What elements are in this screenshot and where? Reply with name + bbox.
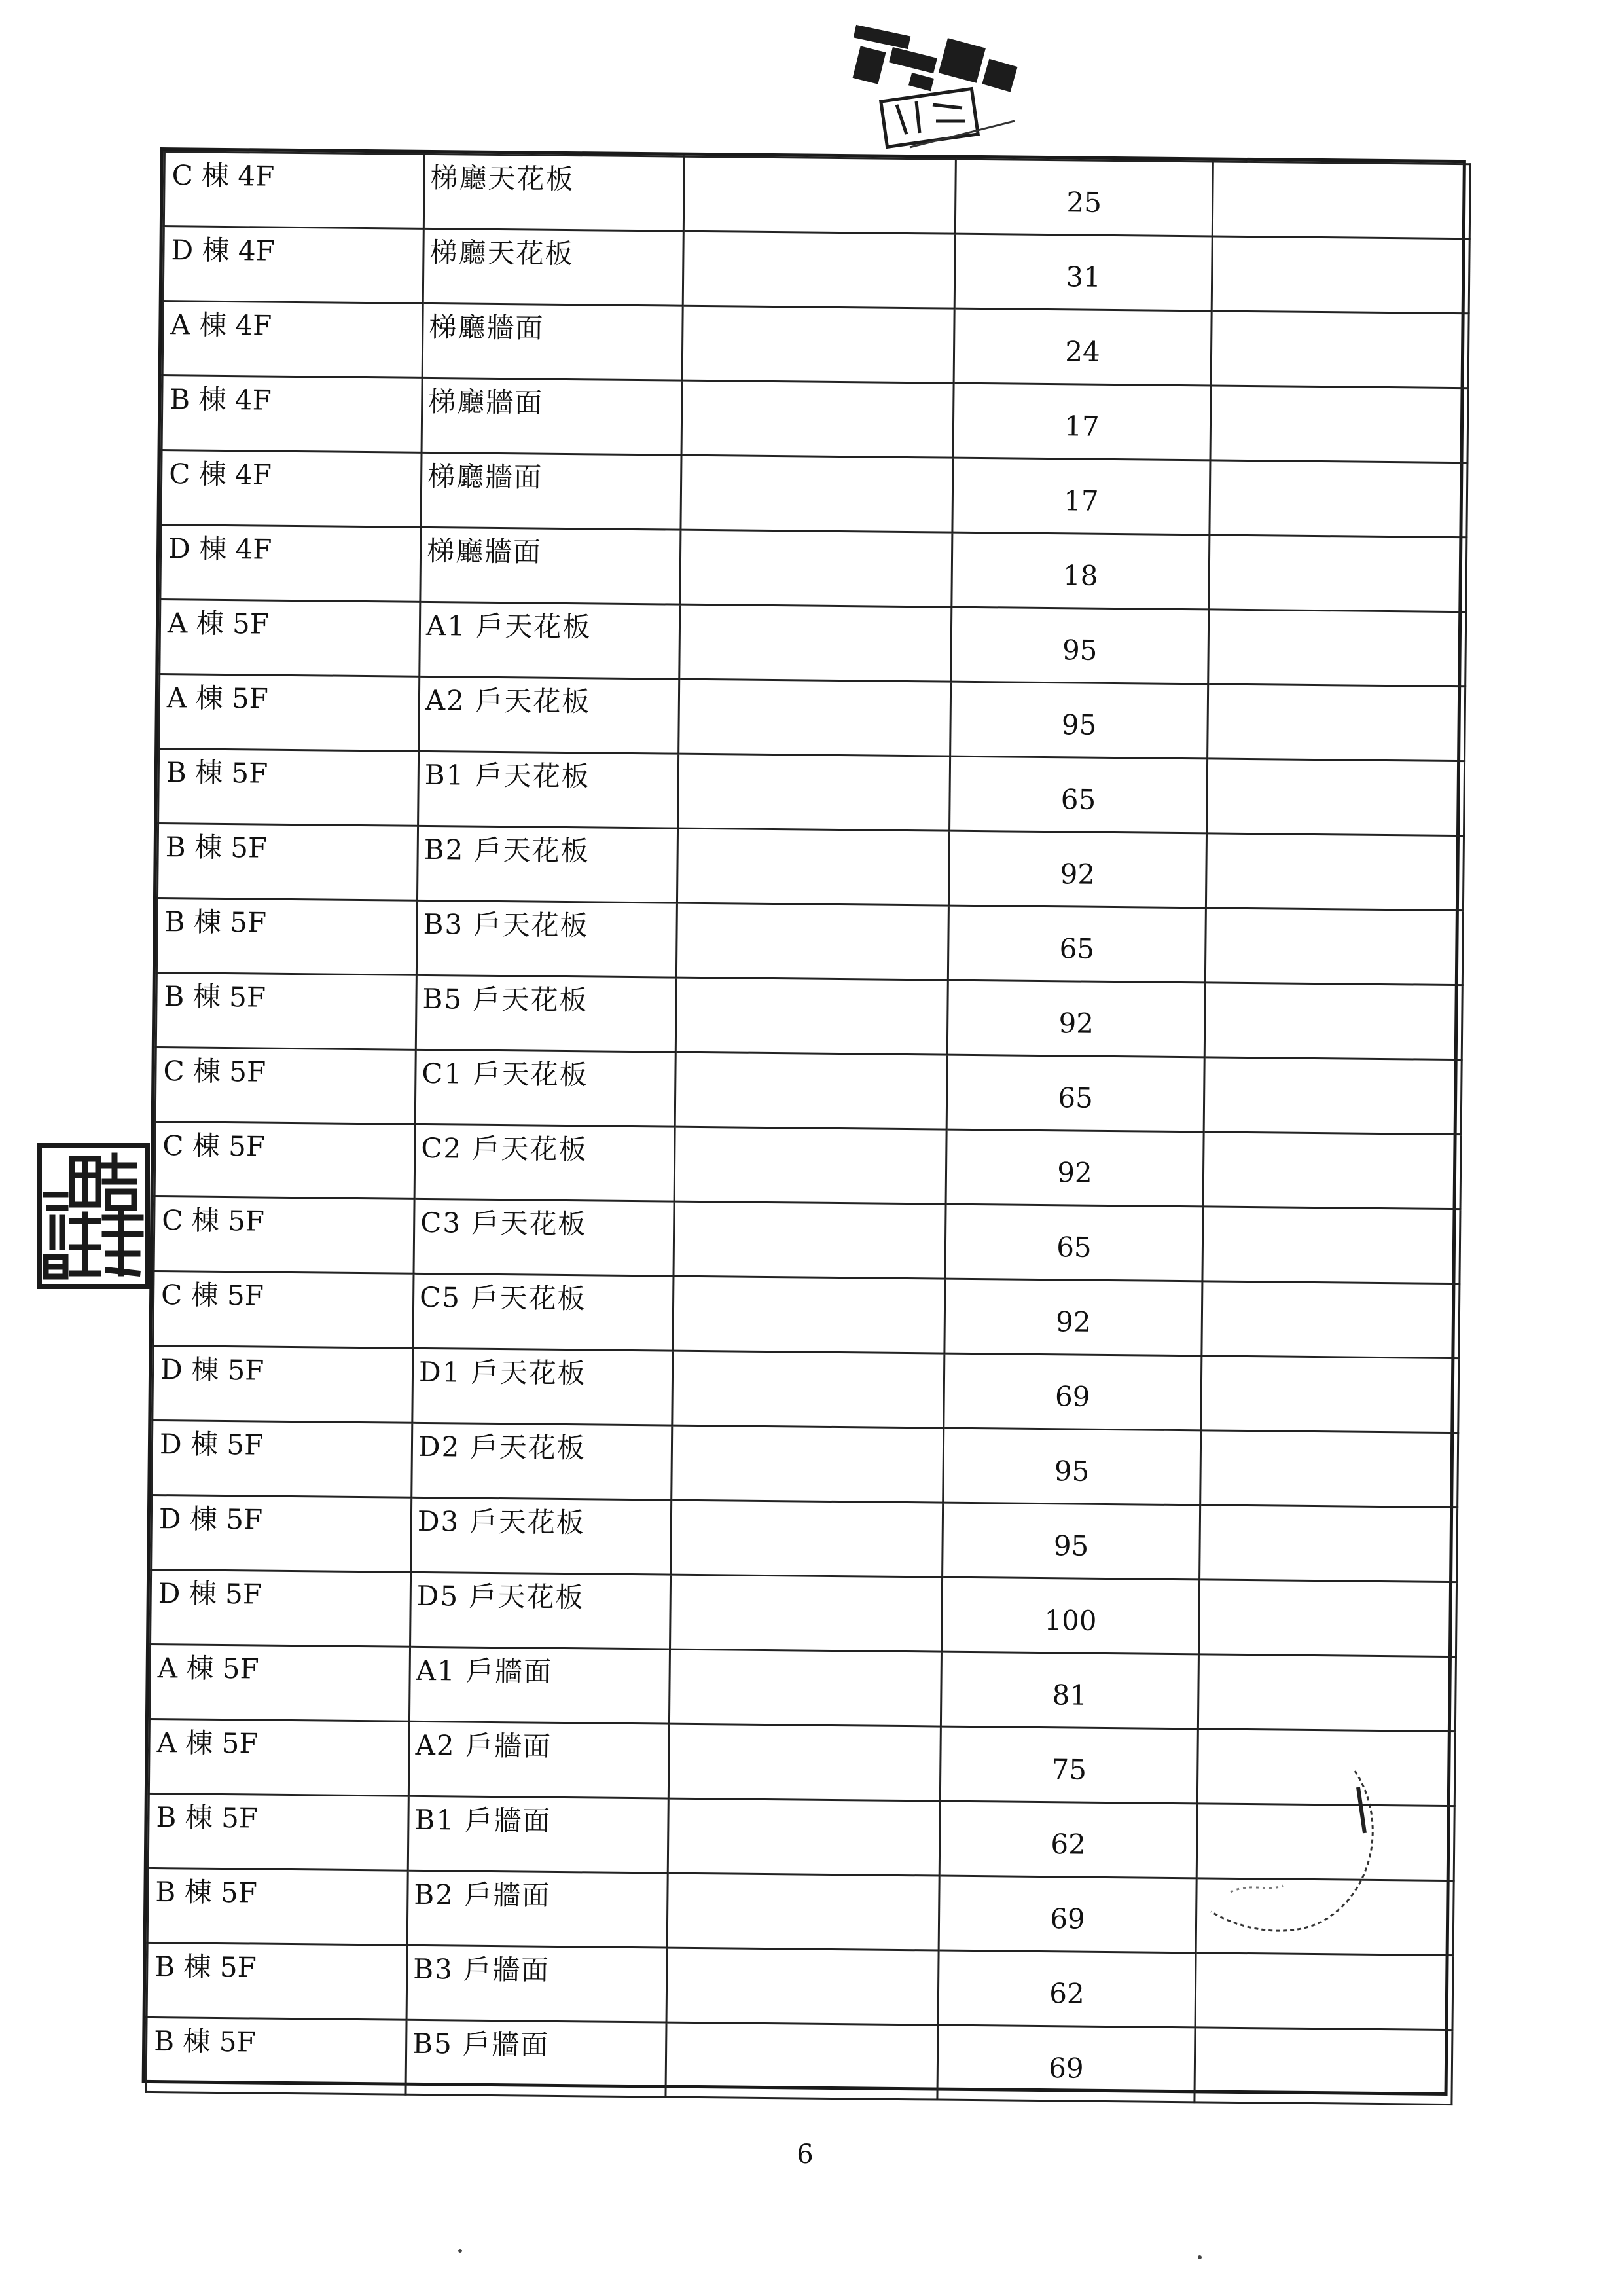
blank-cell [674,1127,946,1204]
table-row [163,227,1469,314]
item-cell [407,1870,668,1948]
item-cell-text: 梯廳牆面 [428,385,544,419]
value-cell [943,1503,1200,1580]
remarks-cell [1211,311,1469,388]
value-cell [941,1652,1198,1729]
building-floor-cell [158,749,419,826]
top-stamp [844,23,1021,154]
value-cell [950,682,1208,759]
value-cell [955,159,1213,236]
blank-cell [671,1500,943,1577]
remarks-cell [1196,1878,1454,1956]
table-row [151,1495,1458,1582]
table-row [149,1644,1456,1731]
value-cell-text: 65 [1058,1082,1094,1114]
building-floor-cell [149,1644,410,1721]
remarks-cell [1195,1953,1453,2030]
item-cell-text: 梯廳天花板 [429,236,574,270]
remarks-cell [1212,162,1470,239]
remarks-cell [1210,460,1467,538]
value-cell [944,1279,1202,1356]
value-cell-text: 31 [1066,261,1102,293]
table-row [156,973,1462,1060]
remarks-cell [1202,1281,1460,1358]
building-floor-cell-text: B 棟 5F [164,905,267,939]
item-cell [416,975,676,1052]
scan-speck [1198,2255,1202,2259]
item-cell [423,228,683,306]
page-number: 6 [797,2140,814,2170]
value-cell-text: 100 [1044,1604,1097,1637]
building-floor-cell [149,1719,409,1796]
table-row [158,749,1465,836]
blank-cell [683,231,955,308]
item-cell [420,602,680,679]
building-floor-cell-text: D 棟 5F [158,1577,262,1611]
value-cell-text: 92 [1058,1007,1094,1040]
item-cell-text: D5 戶天花板 [416,1579,584,1614]
remarks-cell [1210,386,1468,463]
value-cell [954,234,1212,311]
building-floor-cell-text: B 棟 5F [156,1801,259,1834]
item-cell [418,751,679,828]
table-row [162,376,1468,463]
item-cell [417,826,677,903]
blank-cell [676,903,948,980]
building-floor-cell-text: B 棟 5F [155,1876,258,1909]
building-floor-cell [156,898,417,975]
item-cell-text: B5 戶天花板 [422,982,588,1017]
item-cell-text: A1 戶天花板 [425,609,592,644]
value-cell [944,1353,1202,1430]
building-floor-cell [160,525,421,602]
item-cell-text: 梯廳牆面 [426,534,543,568]
building-floor-cell-text: D 棟 4F [171,234,275,267]
item-cell [408,1721,669,1798]
value-cell [953,383,1211,460]
building-floor-cell [160,600,420,677]
building-floor-cell-text: B 棟 5F [166,756,268,790]
remarks-cell [1205,908,1463,985]
table-row [155,1047,1462,1134]
remarks-cell [1208,610,1466,687]
item-cell-text: 梯廳牆面 [427,460,543,494]
value-cell [939,1801,1197,1878]
item-cell [419,676,679,754]
remarks-cell [1197,1729,1455,1806]
value-cell-text: 69 [1050,1903,1086,1935]
remarks-cell [1200,1430,1458,1508]
building-floor-cell-text: D 棟 4F [168,532,272,566]
item-cell [421,452,681,530]
remarks-cell [1204,1057,1462,1135]
value-cell-text: 17 [1064,410,1100,443]
item-cell-text: A2 戶天花板 [425,683,591,718]
remarks-cell [1204,983,1462,1060]
remarks-cell [1212,236,1469,314]
value-cell-text: 24 [1065,335,1101,368]
item-cell-text: B2 戶牆面 [414,1878,551,1912]
item-cell-text: A1 戶牆面 [416,1654,553,1688]
building-floor-cell [153,1345,413,1423]
value-cell [947,980,1205,1057]
table-row [148,1793,1454,1880]
value-cell-text: 95 [1062,634,1098,666]
item-cell-text: B1 戶天花板 [424,758,590,793]
building-floor-cell-text: C 棟 5F [162,1204,265,1237]
value-cell [937,2025,1195,2102]
item-cell-text: 梯廳牆面 [429,310,545,344]
item-cell-text: B3 戶牆面 [413,1952,550,1986]
table-row [154,1121,1461,1209]
item-cell-text: D3 戶天花板 [417,1504,585,1539]
item-cell [411,1497,672,1575]
value-cell [940,1726,1198,1804]
building-floor-cell [147,1868,408,1945]
value-cell-text: 65 [1059,932,1095,965]
table-row [160,600,1466,687]
blank-cell [674,1201,946,1279]
blank-cell [682,306,954,383]
item-cell [423,154,684,231]
building-floor-cell-text: D 棟 5F [160,1353,264,1387]
table-row [146,2017,1452,2104]
value-cell-text: 95 [1053,1529,1089,1562]
inspection-table-grid [145,151,1471,2105]
remarks-cell [1198,1654,1456,1732]
blank-cell [668,1724,941,1801]
building-floor-cell-text: D 棟 5F [159,1428,264,1461]
value-cell [946,1055,1204,1132]
item-cell-text: B1 戶牆面 [414,1803,552,1837]
value-cell [939,1876,1196,1953]
value-cell-text: 65 [1060,783,1096,816]
value-cell-text: 18 [1062,559,1098,592]
blank-cell [669,1649,941,1726]
building-floor-cell [146,2017,406,2094]
building-floor-cell-text: C 棟 4F [171,159,275,192]
blank-cell [683,156,956,234]
item-cell [406,1945,667,2022]
building-floor-cell [164,152,424,229]
blank-cell [666,1948,939,2025]
building-floor-cell-text: A 棟 5F [167,607,270,640]
building-floor-cell-text: B 棟 4F [170,383,272,416]
value-cell-text: 62 [1051,1828,1087,1861]
table-row [159,674,1465,761]
value-cell [945,1204,1203,1281]
value-cell [948,905,1206,983]
item-cell [414,1124,675,1201]
table-row [157,824,1464,911]
blank-cell [681,455,953,532]
item-cell [413,1273,674,1351]
building-floor-cell-text: C 棟 5F [162,1129,266,1163]
value-cell-text: 62 [1049,1977,1085,2010]
blank-cell [673,1276,945,1353]
building-floor-cell [155,1047,416,1124]
remarks-cell [1200,1505,1458,1582]
remarks-cell [1195,2028,1452,2105]
building-floor-cell-text: A 棟 4F [170,308,272,342]
blank-cell [678,754,950,831]
value-cell [938,1950,1196,2028]
table-row [153,1345,1459,1432]
table-row [162,301,1469,388]
value-cell-text: 92 [1055,1305,1091,1338]
building-floor-cell [163,227,423,304]
item-cell-text: B2 戶天花板 [423,833,590,867]
item-cell [414,1199,674,1276]
item-cell-text: A2 戶牆面 [415,1728,552,1762]
building-floor-cell-text: A 棟 5F [166,682,269,715]
blank-cell [667,1873,939,1950]
building-floor-cell-text: B 棟 5F [154,1950,257,1984]
building-floor-cell-text: D 棟 5F [158,1503,263,1536]
item-cell [412,1423,672,1500]
building-floor-cell [157,824,418,901]
building-floor-cell [148,1793,408,1870]
item-cell [410,1572,671,1649]
blank-cell [681,380,954,458]
remarks-cell [1208,684,1465,761]
blank-cell [679,679,951,756]
table-row [160,525,1467,612]
building-floor-cell [154,1196,414,1273]
left-square-seal [36,1142,151,1290]
item-cell [409,1647,670,1724]
blank-cell [679,604,952,682]
blank-cell [670,1575,943,1652]
item-cell [406,2020,666,2097]
item-cell [422,303,683,380]
building-floor-cell-text: A 棟 5F [157,1652,259,1685]
item-cell-text: D2 戶天花板 [418,1430,586,1465]
building-floor-cell [154,1121,415,1199]
value-cell [941,1577,1199,1654]
item-cell-text: 梯廳天花板 [430,161,575,196]
remarks-cell [1207,759,1465,836]
table-row [151,1569,1457,1656]
building-floor-cell [159,674,420,752]
item-cell [412,1348,673,1425]
table-row [147,1868,1454,1955]
remarks-cell [1201,1356,1459,1433]
building-floor-cell-text: B 棟 5F [164,980,266,1013]
building-floor-cell [151,1569,411,1647]
value-cell-text: 95 [1054,1455,1090,1487]
blank-cell [672,1425,944,1503]
item-cell [415,1049,675,1127]
building-floor-cell-text: C 棟 5F [160,1279,264,1312]
building-floor-cell [161,450,422,528]
building-floor-cell [151,1495,412,1572]
blank-cell [666,2022,938,2100]
item-cell-text: B3 戶天花板 [423,907,589,942]
value-cell-text: 25 [1066,186,1102,219]
value-cell [950,756,1208,833]
blank-cell [675,1052,947,1129]
value-cell-text: 81 [1052,1679,1088,1711]
value-cell-text: 75 [1051,1753,1087,1786]
item-cell [416,900,677,977]
building-floor-cell [153,1271,414,1348]
scan-speck [458,2249,462,2253]
value-cell [943,1428,1201,1505]
building-floor-cell-text: B 棟 5F [153,2025,256,2058]
item-cell-text: B5 戶牆面 [412,2027,550,2061]
remarks-cell [1203,1132,1461,1209]
value-cell-text: 69 [1054,1380,1090,1413]
building-floor-cell [162,376,422,453]
value-cell-text: 17 [1063,484,1099,517]
inspection-table [142,147,1466,2096]
building-floor-cell-text: C 棟 4F [168,458,272,491]
blank-cell [672,1351,944,1428]
item-cell-text: C2 戶天花板 [421,1131,588,1166]
value-cell-text: 95 [1061,708,1097,741]
item-cell-text: C1 戶天花板 [422,1057,588,1091]
remarks-cell [1196,1804,1454,1881]
table-body [146,152,1470,2105]
value-cell-text: 92 [1060,858,1096,890]
value-cell [946,1129,1204,1207]
building-floor-cell [162,301,423,378]
blank-cell [675,977,948,1055]
building-floor-cell-text: C 棟 5F [163,1055,266,1088]
item-cell [420,527,681,604]
item-cell [408,1796,668,1873]
table-row [164,152,1470,239]
value-cell [954,308,1212,386]
building-floor-cell [147,1942,407,2020]
remarks-cell [1206,833,1464,911]
item-cell [422,378,682,455]
building-floor-cell [156,973,416,1050]
table-row [147,1942,1453,2030]
building-floor-cell [152,1420,412,1497]
remarks-cell [1202,1207,1460,1284]
item-cell-text: C3 戶天花板 [420,1206,587,1241]
blank-cell [680,530,952,607]
value-cell [951,607,1209,684]
item-cell-text: C5 戶天花板 [419,1281,586,1315]
value-cell [952,532,1210,610]
table-row [153,1271,1460,1358]
value-cell-text: 92 [1057,1156,1092,1189]
table-row [156,898,1463,985]
remarks-cell [1198,1580,1456,1657]
building-floor-cell-text: B 棟 5F [165,831,268,864]
table-row [154,1196,1460,1283]
table-row [161,450,1467,538]
table-row [152,1420,1458,1507]
blank-cell [677,828,949,905]
item-cell-text: D1 戶天花板 [418,1355,587,1390]
value-cell [952,458,1210,535]
value-cell-text: 65 [1056,1231,1092,1264]
value-cell-text: 69 [1048,2052,1084,2085]
remarks-cell [1209,535,1467,612]
value-cell [948,831,1206,908]
blank-cell [668,1798,940,1876]
table-row [149,1719,1455,1806]
building-floor-cell-text: A 棟 5F [156,1726,259,1760]
